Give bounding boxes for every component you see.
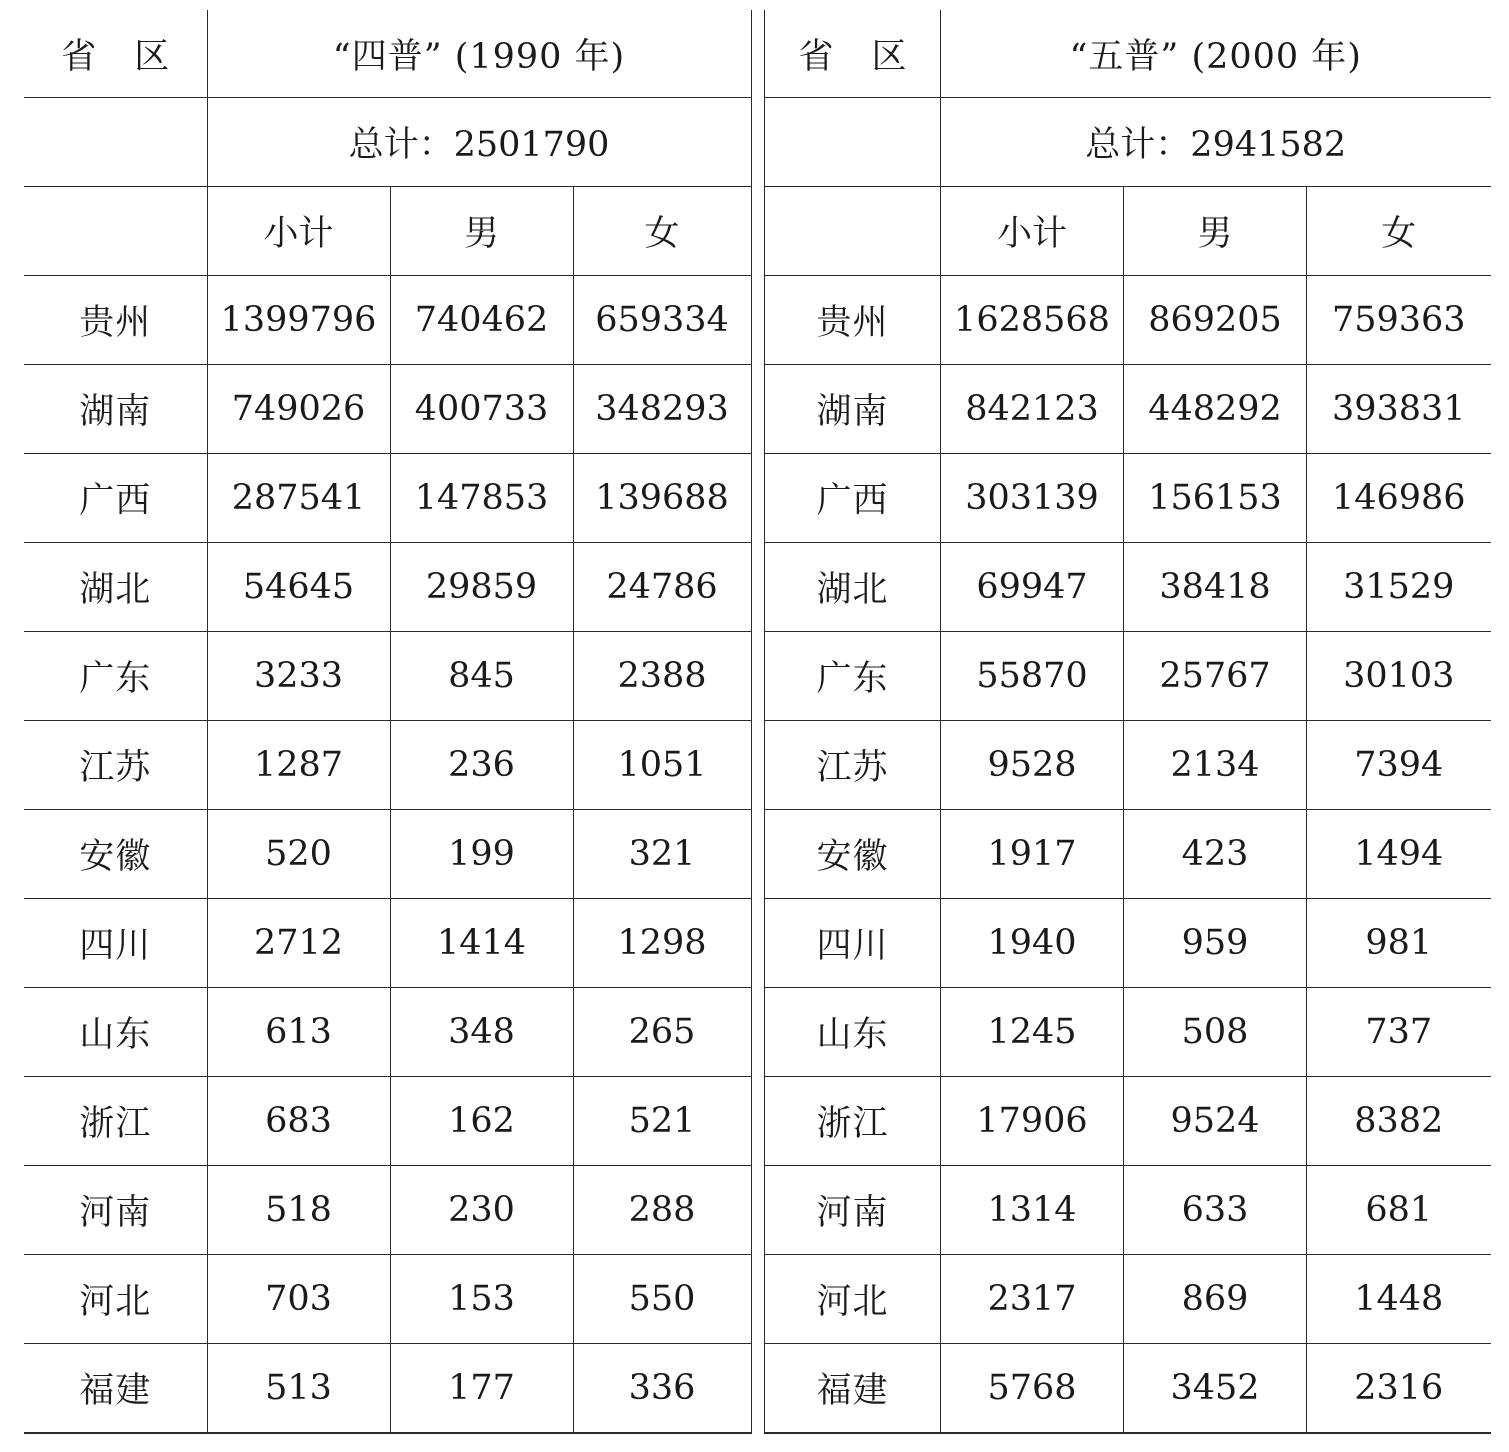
female-cell: 1494: [1307, 810, 1491, 899]
female-cell: 321: [573, 810, 751, 899]
subtotal-cell: 842123: [941, 365, 1124, 454]
column-header-row: [765, 187, 1491, 276]
subtotal-cell: 513: [207, 1344, 390, 1434]
province-cell: 湖南: [765, 365, 941, 454]
empty-cell: [765, 187, 941, 276]
province-cell: 山东: [765, 988, 941, 1077]
subtotal-cell: 5768: [941, 1344, 1124, 1434]
male-cell: 230: [390, 1166, 573, 1255]
subtotal-cell: 287541: [207, 454, 390, 543]
province-cell: 广东: [24, 632, 207, 721]
male-cell: 147853: [390, 454, 573, 543]
table-row: [765, 543, 1491, 632]
province-header-char-1: 省: [61, 36, 97, 77]
female-cell: 737: [1307, 988, 1491, 1077]
table-row: [24, 632, 751, 721]
census-2000-table: [764, 10, 1491, 1434]
female-cell: 393831: [1307, 365, 1491, 454]
col-female-header: 女: [573, 187, 751, 276]
female-cell: 288: [573, 1166, 751, 1255]
table-row: [765, 1166, 1491, 1255]
col-subtotal-header: 小计: [941, 187, 1124, 276]
province-cell: 河北: [24, 1255, 207, 1344]
female-cell: 1298: [573, 899, 751, 988]
female-cell: 1448: [1307, 1255, 1491, 1344]
table-row: [765, 365, 1491, 454]
province-cell: 河南: [765, 1166, 941, 1255]
table-row: [24, 1255, 751, 1344]
census-title: “五普” (2000 年): [941, 10, 1491, 98]
male-cell: 423: [1124, 810, 1307, 899]
col-subtotal-header: 小计: [207, 187, 390, 276]
province-cell: 安徽: [765, 810, 941, 899]
table-row: [765, 721, 1491, 810]
male-cell: 153: [390, 1255, 573, 1344]
male-cell: 959: [1124, 899, 1307, 988]
subtotal-cell: 1628568: [941, 276, 1124, 365]
subtotal-cell: 2317: [941, 1255, 1124, 1344]
table-row: [765, 1255, 1491, 1344]
male-cell: 199: [390, 810, 573, 899]
subtotal-cell: 1940: [941, 899, 1124, 988]
female-cell: 2388: [573, 632, 751, 721]
subtotal-cell: 1399796: [207, 276, 390, 365]
male-cell: 38418: [1124, 543, 1307, 632]
male-cell: 1414: [390, 899, 573, 988]
header-row: [24, 10, 751, 98]
total-row: [765, 98, 1491, 187]
province-cell: 浙江: [765, 1077, 941, 1166]
census-1990-table: [24, 10, 752, 1434]
female-cell: 30103: [1307, 632, 1491, 721]
province-cell: 广西: [765, 454, 941, 543]
column-header-row: [24, 187, 751, 276]
subtotal-cell: 703: [207, 1255, 390, 1344]
total-value: 总计：2501790: [207, 98, 751, 187]
male-cell: 845: [390, 632, 573, 721]
female-cell: 981: [1307, 899, 1491, 988]
male-cell: 3452: [1124, 1344, 1307, 1434]
female-cell: 1051: [573, 721, 751, 810]
subtotal-cell: 1917: [941, 810, 1124, 899]
male-cell: 508: [1124, 988, 1307, 1077]
total-value: 总计：2941582: [941, 98, 1491, 187]
female-cell: 348293: [573, 365, 751, 454]
male-cell: 29859: [390, 543, 573, 632]
province-header-char-2: 区: [134, 36, 170, 77]
province-cell: 湖北: [765, 543, 941, 632]
male-cell: 2134: [1124, 721, 1307, 810]
province-cell: 福建: [765, 1344, 941, 1434]
subtotal-cell: 3233: [207, 632, 390, 721]
province-cell: 贵州: [765, 276, 941, 365]
female-cell: 659334: [573, 276, 751, 365]
subtotal-cell: 518: [207, 1166, 390, 1255]
female-cell: 681: [1307, 1166, 1491, 1255]
province-cell: 湖南: [24, 365, 207, 454]
header-row: [765, 10, 1491, 98]
female-cell: 139688: [573, 454, 751, 543]
subtotal-cell: 520: [207, 810, 390, 899]
province-cell: 江苏: [765, 721, 941, 810]
table-row: [24, 1344, 751, 1434]
subtotal-cell: 17906: [941, 1077, 1124, 1166]
total-row: [24, 98, 751, 187]
province-header: [765, 10, 941, 98]
table-row: [765, 1077, 1491, 1166]
male-cell: 25767: [1124, 632, 1307, 721]
female-cell: 550: [573, 1255, 751, 1344]
province-header-char-2: 区: [871, 36, 907, 77]
male-cell: 448292: [1124, 365, 1307, 454]
male-cell: 9524: [1124, 1077, 1307, 1166]
table-row: [24, 810, 751, 899]
table-row: [24, 899, 751, 988]
male-cell: 162: [390, 1077, 573, 1166]
table-row: [765, 632, 1491, 721]
subtotal-cell: 54645: [207, 543, 390, 632]
empty-cell: [24, 98, 207, 187]
province-cell: 贵州: [24, 276, 207, 365]
male-cell: 869205: [1124, 276, 1307, 365]
census-title: “四普” (1990 年): [207, 10, 751, 98]
male-cell: 177: [390, 1344, 573, 1434]
empty-cell: [765, 98, 941, 187]
female-cell: 2316: [1307, 1344, 1491, 1434]
province-cell: 湖北: [24, 543, 207, 632]
province-cell: 浙江: [24, 1077, 207, 1166]
col-male-header: 男: [1124, 187, 1307, 276]
province-header: [24, 10, 207, 98]
table-row: [765, 276, 1491, 365]
province-cell: 四川: [24, 899, 207, 988]
table-row: [765, 899, 1491, 988]
table-row: [765, 988, 1491, 1077]
empty-cell: [24, 187, 207, 276]
table-row: [24, 1077, 751, 1166]
female-cell: 7394: [1307, 721, 1491, 810]
subtotal-cell: 1287: [207, 721, 390, 810]
table-row: [765, 454, 1491, 543]
province-cell: 河南: [24, 1166, 207, 1255]
province-cell: 广东: [765, 632, 941, 721]
female-cell: 24786: [573, 543, 751, 632]
province-cell: 江苏: [24, 721, 207, 810]
table-row: [24, 721, 751, 810]
table-row: [24, 1166, 751, 1255]
province-cell: 河北: [765, 1255, 941, 1344]
male-cell: 633: [1124, 1166, 1307, 1255]
male-cell: 740462: [390, 276, 573, 365]
province-header-char-1: 省: [798, 36, 834, 77]
subtotal-cell: 55870: [941, 632, 1124, 721]
female-cell: 31529: [1307, 543, 1491, 632]
male-cell: 869: [1124, 1255, 1307, 1344]
subtotal-cell: 69947: [941, 543, 1124, 632]
table-row: [24, 365, 751, 454]
female-cell: 146986: [1307, 454, 1491, 543]
table-row: [765, 810, 1491, 899]
subtotal-cell: 2712: [207, 899, 390, 988]
subtotal-cell: 1314: [941, 1166, 1124, 1255]
female-cell: 759363: [1307, 276, 1491, 365]
subtotal-cell: 749026: [207, 365, 390, 454]
female-cell: 265: [573, 988, 751, 1077]
male-cell: 236: [390, 721, 573, 810]
province-cell: 山东: [24, 988, 207, 1077]
province-cell: 福建: [24, 1344, 207, 1434]
col-female-header: 女: [1307, 187, 1491, 276]
col-male-header: 男: [390, 187, 573, 276]
table-row: [24, 988, 751, 1077]
male-cell: 400733: [390, 365, 573, 454]
province-cell: 四川: [765, 899, 941, 988]
table-row: [765, 1344, 1491, 1434]
female-cell: 336: [573, 1344, 751, 1434]
table-row: [24, 454, 751, 543]
province-cell: 安徽: [24, 810, 207, 899]
province-cell: 广西: [24, 454, 207, 543]
male-cell: 156153: [1124, 454, 1307, 543]
subtotal-cell: 9528: [941, 721, 1124, 810]
subtotal-cell: 683: [207, 1077, 390, 1166]
subtotal-cell: 303139: [941, 454, 1124, 543]
table-row: [24, 276, 751, 365]
table-row: [24, 543, 751, 632]
female-cell: 521: [573, 1077, 751, 1166]
male-cell: 348: [390, 988, 573, 1077]
subtotal-cell: 1245: [941, 988, 1124, 1077]
subtotal-cell: 613: [207, 988, 390, 1077]
female-cell: 8382: [1307, 1077, 1491, 1166]
